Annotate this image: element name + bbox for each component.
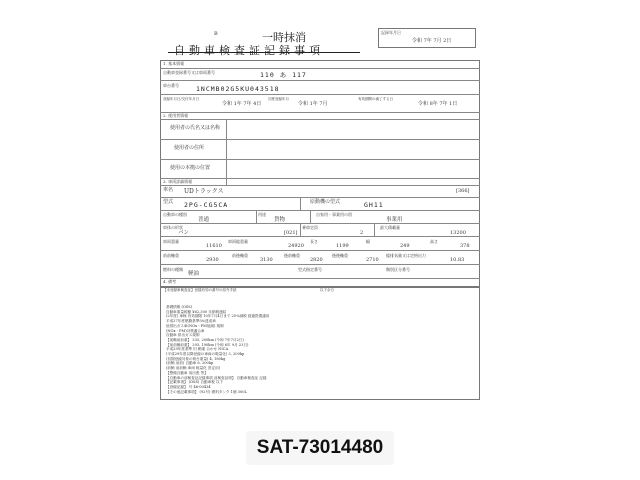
remarks-header-right: 以下余白 xyxy=(320,288,334,292)
rule xyxy=(160,278,480,279)
first-reg-label: 初度登録年月 xyxy=(268,97,289,101)
rule xyxy=(160,94,480,95)
length-value: 1199 xyxy=(336,243,349,249)
record-date-label: 記録年月日 xyxy=(381,30,401,35)
title-strikethrough xyxy=(168,52,360,53)
remark-line: 自動車重量税額 ¥62,300 未納税連結 xyxy=(166,309,227,314)
record-date-value: 令和 7年 7月 2日 xyxy=(412,38,452,44)
rule xyxy=(160,112,480,113)
displacement-label: 総排気量又は定格出力 xyxy=(386,253,426,258)
section-user-heading: 2. 使用者情報 xyxy=(163,113,189,118)
remark-line: 平成27年度燃費基準5%達成車 xyxy=(166,319,216,324)
vehicle-weight-label: 車両重量 xyxy=(163,239,179,244)
remark-line: 基礎情報 (OSS) xyxy=(166,305,193,309)
remark-line: (平成29年度以降登録の車両の軽量化) 3, 200kp xyxy=(166,352,245,356)
height-value: 378 xyxy=(460,243,470,249)
user-name-label: 使用者の氏名又は名称 xyxy=(170,125,221,131)
rear-rear-axle-label: 後後軸重 xyxy=(332,253,348,258)
model-label: 型式 xyxy=(163,199,174,205)
rule xyxy=(160,210,480,211)
front-axle-value: 2930 xyxy=(206,257,219,263)
height-label: 高さ xyxy=(430,239,438,244)
expiry-value: 令和 8年 7年 1日 xyxy=(418,101,458,107)
category-number-label: 類別区分番号 xyxy=(386,267,410,272)
body-shape-label: 車体の形状 xyxy=(163,225,183,230)
rule xyxy=(300,197,301,210)
body-shape-code: [021] xyxy=(284,230,298,236)
remark-line: 【自動車の前検査証記録事項 前検査証明】 自動車検査証 記録 xyxy=(166,375,267,380)
remark-line: (2年度) 車検 有効期限 10年7月4日まで 25%減税 経過措置適用 xyxy=(166,314,270,319)
remark-line: 【整備自動車 前出張 等】 xyxy=(166,370,208,375)
use-value: 貨物 xyxy=(274,217,286,223)
max-load-label: 最大積載量 xyxy=(380,225,400,230)
rule xyxy=(310,210,311,223)
use-label: 用途 xyxy=(258,212,266,217)
rule xyxy=(160,250,480,251)
remark-line: (初期登録対象の荷台重量) 4, 180kg xyxy=(166,356,226,361)
rule xyxy=(160,178,480,179)
remark-line: 【記載事項】 (OSS) 自動車税 以下 xyxy=(166,380,224,385)
reg-date-label: 登録年月日/交付年月日 xyxy=(163,97,200,101)
rule xyxy=(160,223,480,224)
rule xyxy=(300,223,301,236)
user-address-label: 使用者の住所 xyxy=(174,145,205,151)
purpose-value: 事業用 xyxy=(386,217,403,223)
chassis-number-label: 車台番号 xyxy=(163,83,179,88)
displacement-value: 10.83 xyxy=(450,257,465,263)
rule xyxy=(160,68,480,69)
expiry-label: 有効期間の満了する日 xyxy=(358,97,393,101)
remarks-header-left: 【未登録車検査証】登録有効の番号の紹介手続 xyxy=(163,288,237,292)
maker-value: UDトラックス xyxy=(184,188,224,195)
maker-code: [366] xyxy=(456,188,470,194)
gross-weight-value: 24920 xyxy=(288,243,304,249)
section-basic-heading: 1. 基本情報 xyxy=(163,61,185,66)
document-title: 自動車検査証記録事項 xyxy=(174,44,324,57)
base-location-label: 使用の本拠の位置 xyxy=(170,165,211,171)
maker-label: 車名 xyxy=(163,187,174,193)
form-mark: B xyxy=(214,31,218,37)
remark-line: (前軸 前前軸 車両 軽量化 設定用) xyxy=(166,366,221,371)
remark-line: 平成29年度基準 旧 軸重 合わせ NICA xyxy=(166,347,229,352)
length-label: 長さ xyxy=(310,239,318,244)
rule xyxy=(160,139,480,140)
rule xyxy=(160,119,480,120)
remark-line: 【その他記載事項】 (92号) 燃料タンク 1個 300L xyxy=(166,389,247,394)
remark-line: 自動車 排出ガス規制 xyxy=(166,333,200,338)
remark-line: 【前軸前前重】 335, 200km (令和 7年7月2日) xyxy=(166,337,244,342)
rule xyxy=(374,223,375,236)
vehicle-weight-value: 11610 xyxy=(206,243,222,249)
chassis-number-value: 1NCMB02G5KU043518 xyxy=(196,85,280,93)
width-label: 幅 xyxy=(366,239,370,244)
rear-front-axle-value: 2820 xyxy=(310,257,323,263)
rule xyxy=(160,159,480,160)
engine-label: 原動機の型式 xyxy=(310,199,341,205)
section-remarks-heading: 4. 備考 xyxy=(163,279,177,284)
reg-number-label: 自動車登録番号又は車両番号 xyxy=(163,70,215,75)
rule xyxy=(160,80,480,81)
vehicle-type-label: 自動車の種別 xyxy=(163,212,187,217)
stock-code-label: SAT-73014480 xyxy=(246,431,394,465)
rear-rear-axle-value: 2710 xyxy=(366,257,379,263)
front-rear-axle-value: 3130 xyxy=(260,257,273,263)
first-reg-value: 令和 1年 7月 xyxy=(298,101,328,107)
rule xyxy=(226,119,227,185)
rule xyxy=(160,197,480,198)
remark-line: 【前前軸前重】 293, 190km (令和 6年 9月 23日) xyxy=(166,342,249,347)
remark-line: 【登録記録】 号 46-00434 xyxy=(166,384,211,389)
front-axle-label: 前前軸重 xyxy=(163,253,179,258)
vehicle-type-value: 普通 xyxy=(198,217,210,223)
front-rear-axle-label: 前後軸重 xyxy=(232,253,248,258)
temporary-deregistration-stamp: 一時抹消 xyxy=(262,31,306,44)
width-value: 249 xyxy=(400,243,410,249)
max-load-value: 13200 xyxy=(450,230,466,236)
remark-line: 低排出ガス車(NOx・PM低減) 規制 xyxy=(166,323,224,328)
engine-value: GH11 xyxy=(364,201,384,209)
rule xyxy=(160,264,480,265)
spec-number-label: 型式指定番号 xyxy=(298,267,322,272)
remark-line: (NOx・PM)対策適合車 xyxy=(166,328,205,333)
purpose-label: 自家用・事業用の別 xyxy=(316,212,352,217)
body-shape-value: バン xyxy=(178,230,190,236)
remark-line: (前軸 前前) 自動車 6, 200kp xyxy=(166,361,214,366)
model-value: 2PG-CG5CA xyxy=(184,201,229,209)
gross-weight-label: 車両総重量 xyxy=(228,239,248,244)
reg-number-value: 110 あ 117 xyxy=(260,71,307,79)
rule xyxy=(160,236,480,237)
fuel-label: 燃料の種類 xyxy=(163,267,183,272)
rear-front-axle-label: 後前軸重 xyxy=(284,253,300,258)
capacity-label: 乗車定員 xyxy=(302,225,318,230)
capacity-value: 2 xyxy=(360,230,364,236)
fuel-value: 軽油 xyxy=(188,271,200,277)
inspection-certificate-document xyxy=(160,22,480,400)
rule xyxy=(160,185,480,186)
reg-date-value: 令和 1年 7年 4日 xyxy=(222,101,262,107)
rule xyxy=(256,210,257,223)
section-vehicle-heading: 3. 車両詳細情報 xyxy=(163,179,193,184)
